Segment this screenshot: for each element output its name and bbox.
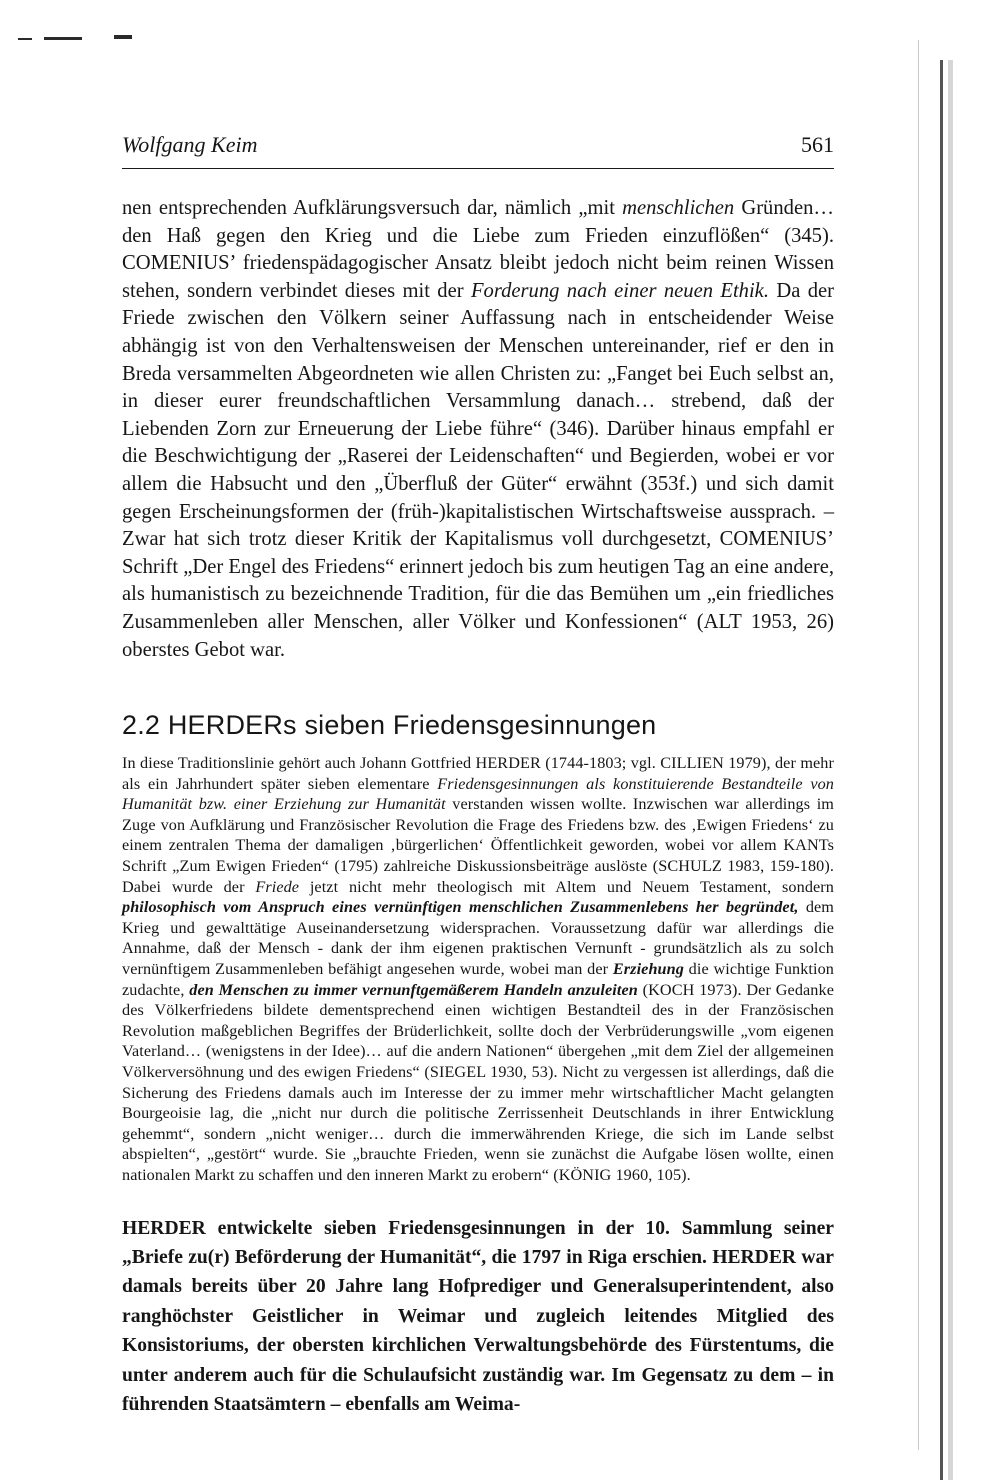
running-header-author: Wolfgang Keim: [122, 132, 258, 157]
paragraph-text-segment: jetzt nicht mehr theologisch mit Altem und Neuem Testament, sondern: [299, 877, 834, 896]
emphasis-text: menschlichen: [622, 197, 735, 219]
binding-edge-line: [940, 60, 943, 1480]
binding-edge-shadow: [948, 60, 953, 1480]
book-page: [122, 132, 834, 1419]
paragraph-text-segment: die wichtige Funktion zudachte,: [122, 960, 834, 999]
emphasis-text: Erziehung: [612, 960, 684, 979]
emphasis-text: Friedensgesinnungen als konstituierende Bestandteile von Humanität bzw. einer Erziehung zur Humanität: [122, 774, 834, 814]
paragraph-text-segment: dem Krieg und gewalttätige Auseinandersetzung widersprachen. Voraussetzung dafür war allerdings die Annahme, daß der Mensch - dank der ihm eigenen praktischen Vernunft - grundsätzlich als zu solch vernünftigem Zusammenleben befähigt angesehen wurde, wobei man der: [122, 898, 834, 979]
emphasis-text: Forderung nach einer neuen Ethik.: [470, 279, 769, 302]
running-header: [122, 132, 834, 169]
emphasis-text: philosophisch vom Anspruch eines vernünftigen menschlichen Zusammenlebens her begründet,: [122, 898, 799, 917]
emphasis-text: den Menschen zu immer vernunftgemäßerem Handeln anzuleiten: [189, 980, 638, 999]
emphasis-text: Friede: [255, 877, 300, 896]
scan-artifact-top-left-2: [44, 37, 82, 40]
paragraph-text-segment: Gründen… den Haß gegen den Krieg und die Liebe zum Frieden einzuflößen“ (345). COMENIUS’ friedenspädagogischer Ansatz bleibt jedoch nicht beim reinen Wissen stehen, sondern verbindet dieses mit der: [122, 197, 834, 302]
paragraph-text-segment: nen entsprechenden Aufklärungsversuch dar, nämlich „mit: [122, 197, 623, 219]
paragraph-text-segment: verstanden wissen wollte. Inzwischen war allerdings im Zuge von Aufklärung und Französischer Revolution die Frage des Friedens bzw. des ‚Ewigen Friedens‘ zu einem zentralen Thema der damaligen ‚bürgerlichen‘ Öffentlichkeit geworden, wobei vor allem KANTs Schrift „Zum Ewigen Frieden“ (1795) zahlreiche Diskussionsbeiträge auslöste (SCHULZ 1983, 159-180). Dabei wurde der: [122, 795, 834, 896]
paragraph-text-segment: (KOCH 1973). Der Gedanke des Völkerfriedens bildete dementsprechend einen wichtigen Bestandteil des in der Französischen Revolution maßgeblichen Begriffes der Brüderlichkeit, sollte doch der Verbrüderungswille „vom eigenen Vaterland… (wenigstens in der Idee)… auf die andern Nationen“ übergehen „mit dem Ziel der allgemeinen Völkerversöhnung und des ewigen Friedens“ (SIEGEL 1930, 53). Nicht zu vergessen ist allerdings, daß die Sicherung des Friedens damals auch im Interesse der zu immer mehr wirtschaftlicher Macht gelangten Bourgeoisie lag, die „nicht nur durch die politische Zerrissenheit Deutschlands in ihrer Entwicklung gehemmt“, sondern „nicht weniger… durch die immerwährenden Kriege, die sich im Lande selbst abspielten“, „gestört“ wurde. Sie „brauchte Frieden, wenn sie zunächst die Aufgabe lösen wollte, einen nationalen Markt zu schaffen und den inneren Markt zu erobern“ (KÖNIG 1960, 105).: [122, 980, 834, 1184]
scan-artifact-top-left: [18, 38, 32, 40]
paragraph-text-segment: In diese Traditionslinie gehört auch Johann Gottfried HERDER (1744-1803; vgl. CILLIEN 1979), der mehr als ein Jahrhundert später sieben elementare: [122, 754, 834, 793]
paragraph-comenius: [122, 195, 834, 664]
section-heading: 2.2 HERDERs sieben Friedensgesinnungen: [122, 710, 657, 741]
page-edge-line: [918, 40, 919, 1450]
paragraph-herder-context: [122, 753, 834, 1185]
paragraph-herder-bold: HERDER entwickelte sieben Friedensgesinnungen in der 10. Sammlung seiner „Briefe zu(r) Beförderung der Humanität“, die 1797 in Riga erschien. HERDER war damals bereits über 20 Jahre lang Hofprediger und Generalsuperintendent, also ranghöchster Geistlicher in Weimar und zugleich leitendes Mitglied des Konsistoriums, der obersten kirchlichen Verwaltungsbehörde des Fürstentums, die unter anderem auch für die Schulaufsicht zuständig war. Im Gegensatz zu dem – in führenden Staatsämtern – ebenfalls am Weima-: [122, 1217, 834, 1415]
page-number: 561: [801, 132, 834, 157]
scan-artifact-top-left-3: [114, 35, 132, 39]
paragraph-text-segment: Da der Friede zwischen den Völkern seiner Auffassung nach in entscheidender Weise abhängig ist von den Verhaltensweisen der Menschen untereinander, rief er den in Breda versammelten Abgeordneten wie allen Christen zu: „Fanget bei Euch selbst an, in dieser eurer freundschaftlichen Versammlung danach… strebend, daß der Liebenden Zorn zur Erneuerung der Liebe führe“ (346). Darüber hinaus empfahl er die Beschwichtigung der „Raserei der Leidenschaften“ und Begierden, wobei er vor allem die Habsucht und den „Überfluß der Güter“ erwähnt (353f.) und sich damit gegen Erscheinungsformen der (früh-)kapitalistischen Wirtschaftsweise aussprach. – Zwar hat sich trotz dieser Kritik der Kapitalismus voll durchgesetzt, COMENIUS’ Schrift „Der Engel des Friedens“ erinnert jedoch bis zum heutigen Tag an eine andere, als humanistisch zu bezeichnende Tradition, für die das Bemühen um „ein friedliches Zusammenleben aller Menschen, aller Völker und Konfessionen“ (ALT 1953, 26) oberstes Gebot war.: [122, 279, 834, 661]
